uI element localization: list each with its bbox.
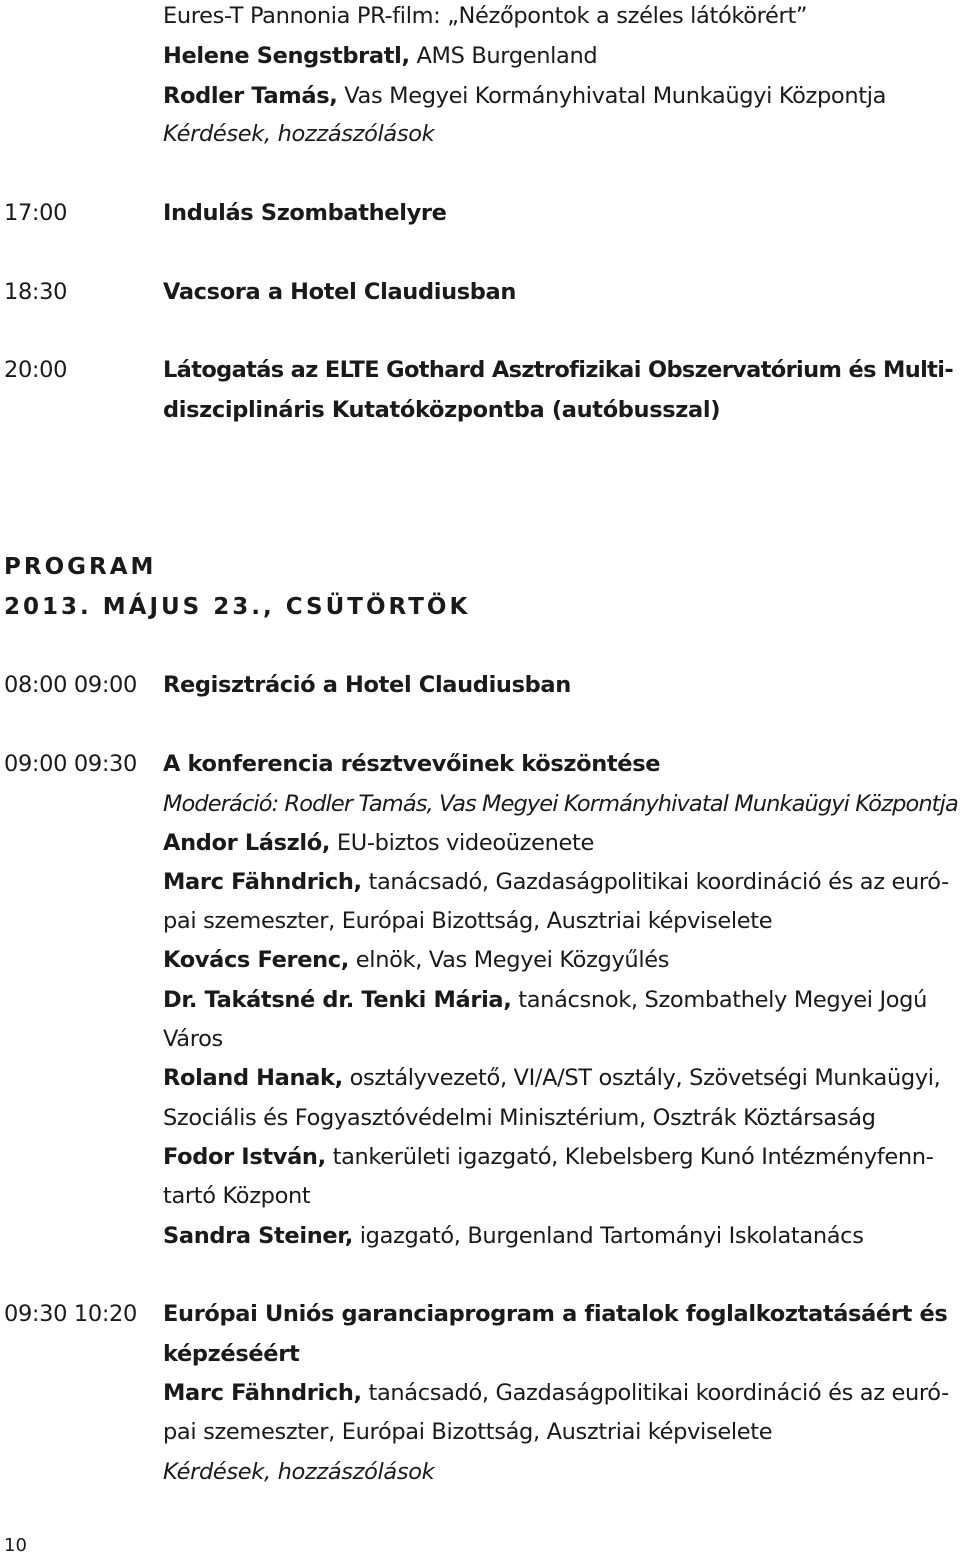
speaker-affiliation: tanácsadó, Gazdaságpolitikai koordináció és az euró-	[361, 869, 949, 895]
speaker-affiliation-cont: tartó Központ	[163, 1183, 311, 1209]
session-title: Európai Uniós garanciaprogram a fiatalok foglalkoztatásáért és	[163, 1301, 948, 1327]
speaker-line	[163, 986, 927, 1014]
session-title: A konferencia résztvevőinek köszöntése	[163, 751, 661, 777]
speaker-affiliation: tanácsadó, Gazdaságpolitikai koordináció és az euró-	[361, 1380, 949, 1406]
speaker-affiliation: tankerületi igazgató, Klebelsberg Kunó Intézményfenn-	[325, 1144, 934, 1170]
speaker-name: Sandra Steiner,	[163, 1223, 353, 1249]
speaker-affiliation-cont: Szociális és Fogyasztóvédelmi Minisztérium, Osztrák Köztársaság	[163, 1105, 876, 1131]
session-title-cont: diszciplináris Kutatóközpontba (autóbusszal)	[163, 397, 721, 423]
session-title: Regisztráció a Hotel Claudiusban	[163, 672, 571, 698]
speaker-name: Roland Hanak,	[163, 1065, 343, 1091]
speaker-line	[163, 1379, 949, 1407]
speaker-affiliation-cont: pai szemeszter, Európai Bizottság, Ausztriai képviselete	[163, 1419, 773, 1445]
speaker-line	[163, 1143, 933, 1171]
speaker-name: Rodler Tamás,	[163, 83, 338, 109]
moderation-note: Moderáció: Rodler Tamás, Vas Megyei Kormányhivatal Munkaügyi Központja	[163, 791, 958, 817]
speaker-line	[163, 82, 886, 110]
speaker-line	[163, 946, 669, 974]
speaker-affiliation: Vas Megyei Kormányhivatal Munkaügyi Központja	[337, 83, 887, 109]
speaker-affiliation: tanácsnok, Szombathely Megyei Jogú	[511, 987, 928, 1013]
speaker-affiliation: EU-biztos videoüzenete	[330, 830, 594, 856]
time-slot: 17:00	[4, 200, 68, 226]
speaker-name: Marc Fähndrich,	[163, 1380, 362, 1406]
speaker-name: Helene Sengstbratl,	[163, 43, 410, 69]
time-slot: 20:00	[4, 357, 68, 383]
questions-note: Kérdések, hozzászólások	[163, 1459, 435, 1485]
speaker-affiliation-cont: pai szemeszter, Európai Bizottság, Ausztriai képviselete	[163, 908, 773, 934]
session-title: Indulás Szombathelyre	[163, 200, 447, 226]
page-number: 10	[4, 1535, 27, 1556]
program-heading: PROGRAM	[4, 554, 157, 580]
speaker-affiliation: AMS Burgenland	[409, 43, 598, 69]
film-title: Eures-T Pannonia PR-film: „Nézőpontok a széles látókörért”	[163, 3, 808, 29]
speaker-affiliation: igazgató, Burgenland Tartományi Iskolatanács	[352, 1223, 864, 1249]
speaker-affiliation-cont: Város	[163, 1026, 223, 1052]
speaker-affiliation: osztályvezető, VI/A/ST osztály, Szövetségi Munkaügyi,	[342, 1065, 941, 1091]
program-date: 2013. MÁJUS 23., CSÜTÖRTÖK	[4, 594, 471, 620]
speaker-name: Fodor István,	[163, 1144, 326, 1170]
speaker-name: Kovács Ferenc,	[163, 947, 349, 973]
time-slot: 09:00 09:30	[4, 751, 137, 777]
speaker-affiliation: elnök, Vas Megyei Közgyűlés	[349, 947, 670, 973]
session-title: Vacsora a Hotel Claudiusban	[163, 279, 517, 305]
speaker-line	[163, 42, 597, 70]
time-slot: 18:30	[4, 279, 68, 305]
speaker-line	[163, 1064, 941, 1092]
session-title: Látogatás az ELTE Gothard Asztrofizikai Obszervatórium és Multi-	[163, 357, 954, 383]
speaker-name: Marc Fähndrich,	[163, 869, 362, 895]
speaker-line	[163, 829, 594, 857]
time-slot: 08:00 09:00	[4, 672, 137, 698]
questions-note: Kérdések, hozzászólások	[163, 121, 435, 147]
time-slot: 09:30 10:20	[4, 1301, 137, 1327]
speaker-line	[163, 1222, 864, 1250]
session-title-cont: képzéséért	[163, 1341, 300, 1367]
speaker-name: Dr. Takátsné dr. Tenki Mária,	[163, 987, 512, 1013]
speaker-line	[163, 868, 949, 896]
speaker-name: Andor László,	[163, 830, 331, 856]
